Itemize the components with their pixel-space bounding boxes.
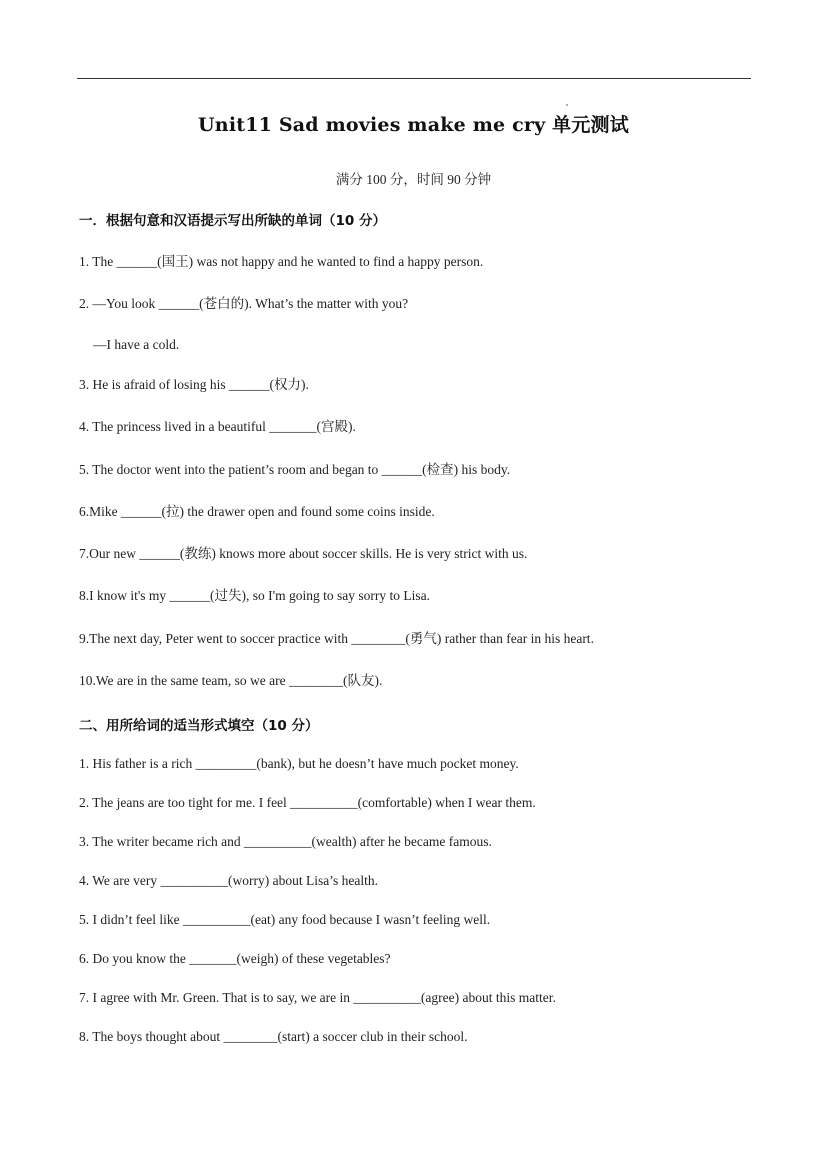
question-item: 8.I know it's my ______(过失), so I'm going to say sorry to Lisa. bbox=[79, 588, 430, 603]
question-item: 7.Our new ______(教练) knows more about soccer skills. He is very strict with us. bbox=[79, 546, 528, 561]
question-item: 6. Do you know the _______(weigh) of these vegetables? bbox=[79, 951, 391, 966]
header-rule bbox=[77, 78, 751, 79]
stray-dot bbox=[566, 104, 568, 106]
question-item: 5. I didn’t feel like __________(eat) any food because I wasn’t feeling well. bbox=[79, 912, 491, 927]
question-item: 4. We are very __________(worry) about Lisa’s health. bbox=[79, 873, 378, 888]
section-1-heading: 一．根据句意和汉语提示写出所缺的单词（10 分） bbox=[79, 213, 386, 229]
question-item: 9.The next day, Peter went to soccer practice with ________(勇气) rather than fear in his heart. bbox=[79, 631, 594, 646]
score-time-note: 满分 100 分，时间 90 分钟 bbox=[335, 172, 492, 187]
question-item: 2. The jeans are too tight for me. I feel __________(comfortable) when I wear them. bbox=[79, 795, 536, 810]
question-item: 10.We are in the same team, so we are ________(队友). bbox=[79, 673, 383, 688]
question-item: 1. His father is a rich _________(bank), but he doesn’t have much pocket money. bbox=[79, 756, 519, 771]
question-answer-line: —I have a cold. bbox=[93, 337, 180, 352]
section-2-heading: 二、用所给词的适当形式填空（10 分） bbox=[79, 718, 319, 734]
question-item: 5. The doctor went into the patient’s room and began to ______(检查) his body. bbox=[79, 462, 511, 477]
page-title: Unit11 Sad movies make me cry 单元测试 bbox=[198, 114, 629, 136]
question-item: 3. The writer became rich and __________(wealth) after he became famous. bbox=[79, 834, 492, 849]
question-item: 8. The boys thought about ________(start) a soccer club in their school. bbox=[79, 1029, 468, 1044]
question-item: 3. He is afraid of losing his ______(权力). bbox=[79, 377, 309, 392]
question-item: 1. The ______(国王) was not happy and he wanted to find a happy person. bbox=[79, 254, 484, 269]
question-item: 7. I agree with Mr. Green. That is to say, we are in __________(agree) about this matter. bbox=[79, 990, 556, 1005]
question-item: 2. —You look ______(苍白的). What’s the matter with you? bbox=[79, 296, 409, 311]
question-item: 6.Mike ______(拉) the drawer open and found some coins inside. bbox=[79, 504, 435, 519]
question-item: 4. The princess lived in a beautiful _______(宫殿). bbox=[79, 419, 356, 434]
